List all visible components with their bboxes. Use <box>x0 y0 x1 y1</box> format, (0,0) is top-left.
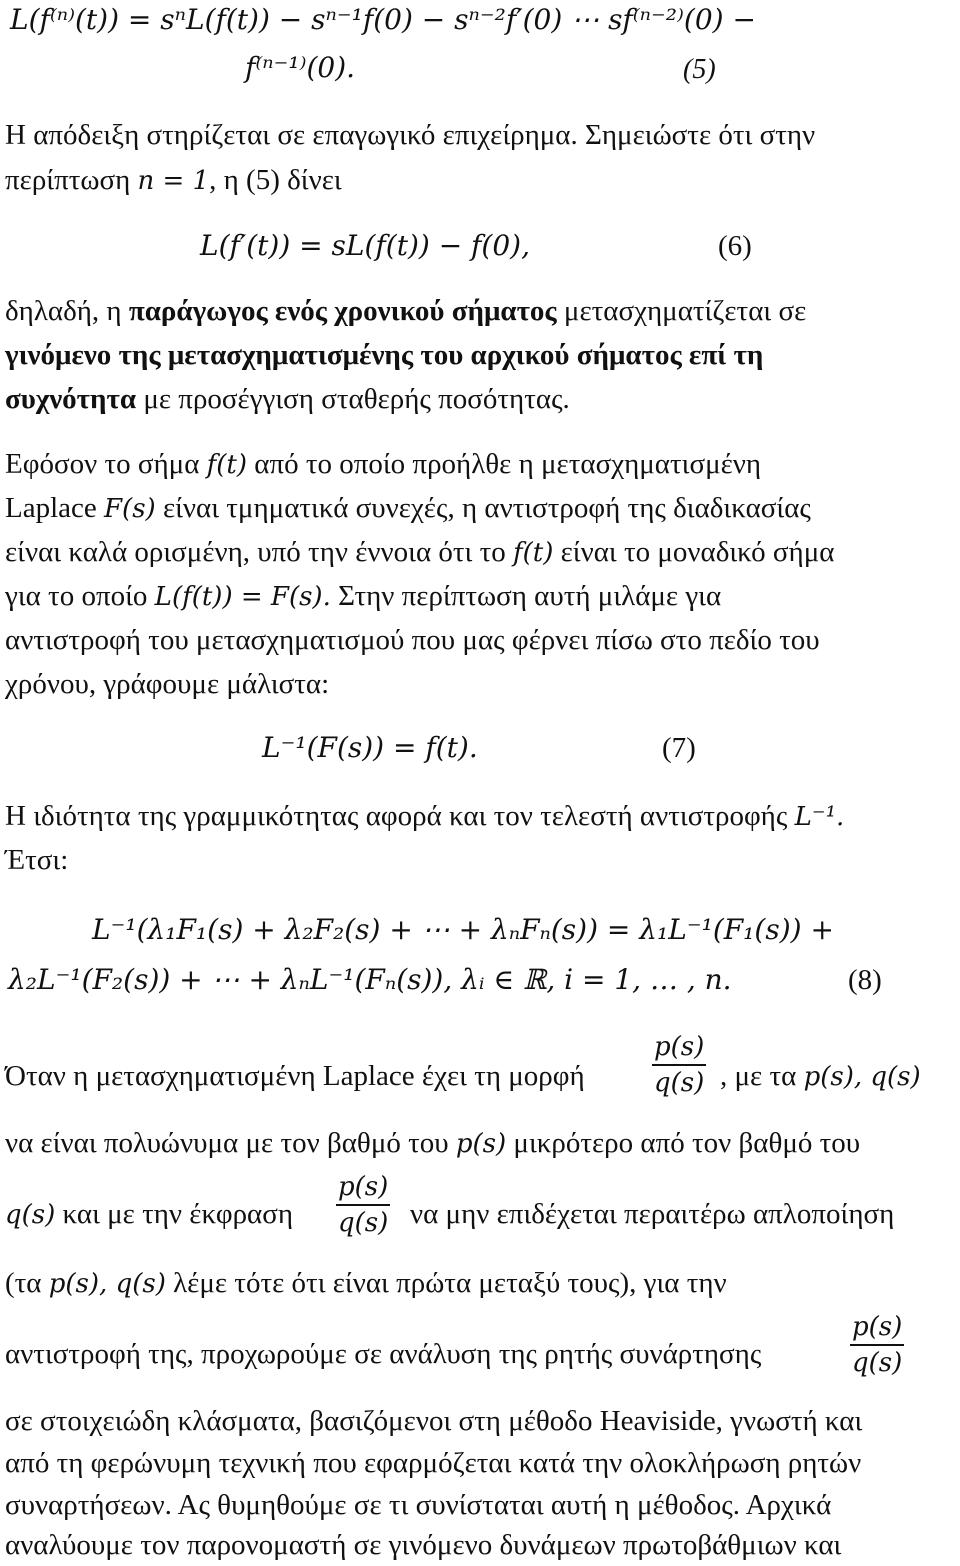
equation-5-line-1: L(f⁽ⁿ⁾(t)) = sⁿL(f(t)) − sⁿ⁻¹f(0) − sⁿ⁻²f′(0) ⋯ sf⁽ⁿ⁻²⁾(0) − <box>10 3 756 36</box>
paragraph-line: q(s) και με την έκφραση <box>5 1198 294 1230</box>
equation-7-number: (7) <box>662 732 696 764</box>
equation-8-line-1: L⁻¹(λ₁F₁(s) + λ₂F₂(s) + ⋯ + λₙFₙ(s)) = λ₁L⁻¹(F₁(s)) + <box>92 913 834 946</box>
bold-term: συχνότητα <box>5 383 137 415</box>
paragraph-line: Όταν η μετασχηματισμένη Laplace έχει τη μορφή <box>5 1060 585 1092</box>
fraction-p-over-q <box>850 1310 904 1380</box>
paragraph-line: να είναι πολυώνυμα με τον βαθμό του p(s) μικρότερο από τον βαθμό του <box>5 1127 861 1159</box>
math-inline: L(f(t)) = F(s). <box>154 582 331 612</box>
paragraph-line: σε στοιχειώδη κλάσματα, βασιζόμενοι στη μέθοδο Heaviside, γνωστή και <box>5 1405 863 1437</box>
paragraph-line: για το οποίο L(f(t)) = F(s). Στην περίπτωση αυτή μιλάμε για <box>5 580 722 612</box>
paragraph-line: Η απόδειξη στηρίζεται σε επαγωγικό επιχείρημα. Σημειώστε ότι στην <box>5 119 816 151</box>
math-inline: p(s), q(s) <box>48 1269 166 1299</box>
math-inline: f(t) <box>206 450 247 480</box>
paragraph-line: περίπτωση n = 1, η (5) δίνει <box>5 164 342 196</box>
math-inline: f(t) <box>513 538 554 568</box>
paragraph-line: αντιστροφή της, προχωρούμε σε ανάλυση της ρητής συνάρτησης <box>5 1338 762 1370</box>
paragraph-line: , με τα p(s), q(s) <box>720 1060 921 1092</box>
math-inline: L⁻¹. <box>794 802 845 832</box>
equation-6: L(f′(t)) = sL(f(t)) − f(0), <box>200 229 530 262</box>
paragraph-line: συχνότητα με προσέγγιση σταθερής ποσότητας. <box>5 383 570 415</box>
paragraph-line: είναι καλά ορισμένη, υπό την έννοια ότι το f(t) είναι το μοναδικό σήμα <box>5 536 835 568</box>
paragraph-line: (τα p(s), q(s) λέμε τότε ότι είναι πρώτα μεταξύ τους), για την <box>5 1267 727 1299</box>
math-inline: n = 1 <box>137 166 210 196</box>
fraction-p-over-q <box>336 1170 390 1240</box>
fraction-denominator: q(s) <box>852 1348 903 1378</box>
paragraph-line: Έτσι: <box>5 844 69 876</box>
equation-8-number: (8) <box>848 964 882 996</box>
fraction-numerator: p(s) <box>850 1310 904 1346</box>
paragraph-line: Laplace F(s) είναι τμηματικά συνεχές, η αντιστροφή της διαδικασίας <box>5 492 811 524</box>
paragraph-line: να μην επιδέχεται περαιτέρω απλοποίηση <box>410 1198 895 1230</box>
fraction-p-over-q <box>652 1030 706 1100</box>
fraction-denominator: q(s) <box>654 1068 705 1098</box>
fraction-denominator: q(s) <box>338 1208 389 1238</box>
paragraph-line: συναρτήσεων. Ας θυμηθούμε σε τι συνίσταται αυτή η μέθοδος. Αρχικά <box>5 1489 832 1521</box>
paragraph-line: από τη φερώνυμη τεχνική που εφαρμόζεται κατά την ολοκλήρωση ρητών <box>5 1447 862 1479</box>
math-inline: p(s) <box>455 1129 507 1159</box>
equation-5-line-2: f⁽ⁿ⁻¹⁾(0). <box>245 51 356 84</box>
equation-8-line-2: λ₂L⁻¹(F₂(s)) + ⋯ + λₙL⁻¹(Fₙ(s)), λᵢ ∈ ℝ, i = 1, … , n. <box>8 963 732 996</box>
equation-7: L⁻¹(F(s)) = f(t). <box>262 731 478 764</box>
equation-6-number: (6) <box>718 230 752 262</box>
paragraph-line: Εφόσον το σήμα f(t) από το οποίο προήλθε η μετασχηματισμένη <box>5 448 762 480</box>
math-inline: q(s) <box>5 1200 56 1230</box>
paragraph-line: χρόνου, γράφουμε μάλιστα: <box>5 668 330 700</box>
paragraph-line: Η ιδιότητα της γραμμικότητας αφορά και τον τελεστή αντιστροφής L⁻¹. <box>5 800 845 832</box>
paragraph-line: γινόμενο της μετασχηματισμένης του αρχικού σήματος επί τη <box>5 339 764 371</box>
fraction-numerator: p(s) <box>336 1170 390 1206</box>
paragraph-line: αντιστροφή του μετασχηματισμού που μας φέρνει πίσω στο πεδίο του <box>5 624 820 656</box>
math-inline: p(s), q(s) <box>803 1062 921 1092</box>
fraction-numerator: p(s) <box>652 1030 706 1066</box>
math-inline: F(s) <box>104 494 156 524</box>
paragraph-line: αναλύουμε τον παρονομαστή σε γινόμενο δυνάμεων πρωτοβάθμιων και <box>5 1529 842 1561</box>
bold-term: παράγωγος ενός χρονικού σήματος <box>128 295 557 327</box>
equation-5-number: (5) <box>683 54 716 85</box>
paragraph-line: δηλαδή, η παράγωγος ενός χρονικού σήματος μετασχηματίζεται σε <box>5 295 807 327</box>
